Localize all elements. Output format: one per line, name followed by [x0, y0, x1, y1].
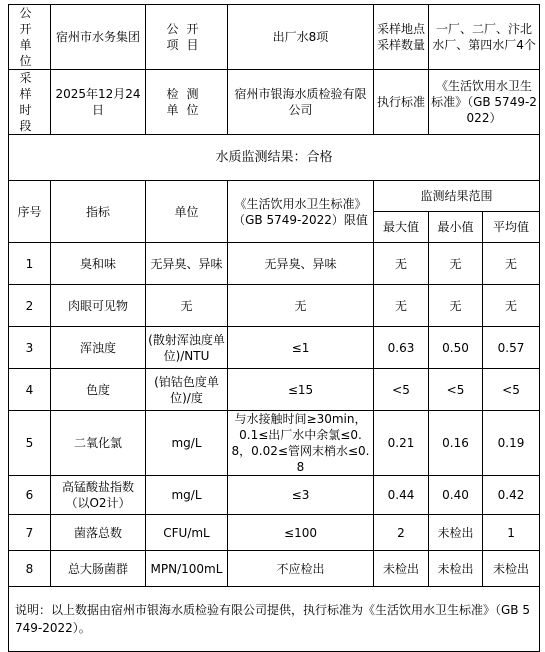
site-label-text: 采样地点 采样数量: [376, 22, 425, 52]
row-min: 无: [429, 243, 483, 285]
row-avg: 0.42: [483, 476, 540, 515]
status-row: [9, 135, 540, 181]
row-min: 未检出: [429, 551, 483, 587]
row-limit: ≤3: [228, 476, 374, 515]
col-min-header: 最小值: [429, 212, 483, 243]
row-avg: 0.57: [483, 327, 540, 369]
row-avg: 无: [483, 285, 540, 327]
row-index: 5: [9, 411, 51, 476]
row-unit: 无: [146, 285, 228, 327]
row-index: 4: [9, 369, 51, 411]
row-avg: 1: [483, 515, 540, 551]
note-row: [9, 587, 540, 652]
row-unit: (铂钴色度单位)/度: [146, 369, 228, 411]
table-row: [9, 476, 540, 515]
row-indicator: 肉眼可见物: [51, 285, 146, 327]
col-range-header: 监测结果范围: [374, 181, 540, 212]
header-row-2: [9, 70, 540, 135]
row-indicator: 二氧化氯: [51, 411, 146, 476]
row-indicator: 浑浊度: [51, 327, 146, 369]
row-limit: ≤100: [228, 515, 374, 551]
unit-value: 宿州市银海水质检验有限公司: [228, 70, 374, 135]
table-row: [9, 285, 540, 327]
row-indicator: 菌落总数: [51, 515, 146, 551]
row-min: 无: [429, 285, 483, 327]
row-unit: MPN/100mL: [146, 551, 228, 587]
row-max: 0.44: [374, 476, 429, 515]
row-unit: mg/L: [146, 476, 228, 515]
row-min: 0.16: [429, 411, 483, 476]
row-min: 未检出: [429, 515, 483, 551]
row-limit: 与水接触时间≥30min，0.1≤出厂水中余氯≤0.8，0.02≤管网末梢水≤0.8: [228, 411, 374, 476]
row-limit: ≤1: [228, 327, 374, 369]
row-index: 6: [9, 476, 51, 515]
unit-label: [146, 70, 228, 135]
col-max-header: 最大值: [374, 212, 429, 243]
row-max: 2: [374, 515, 429, 551]
row-min: 0.40: [429, 476, 483, 515]
row-max: 无: [374, 285, 429, 327]
standard-label: 执行标准: [374, 70, 429, 135]
table-row: [9, 551, 540, 587]
col-unit-header: 单位: [146, 181, 228, 243]
col-index-header: 序号: [9, 181, 51, 243]
row-limit: 无: [228, 285, 374, 327]
col-avg-header: 平均值: [483, 212, 540, 243]
row-min: <5: [429, 369, 483, 411]
period-label: [9, 70, 51, 135]
row-index: 8: [9, 551, 51, 587]
column-header-row-1: [9, 181, 540, 212]
item-label-text: 公开 项目: [166, 22, 207, 52]
row-avg: 无: [483, 243, 540, 285]
row-index: 3: [9, 327, 51, 369]
table-row: [9, 243, 540, 285]
site-value: 一厂、二厂、汴北水厂、第四水厂4个: [429, 5, 540, 70]
row-limit: ≤15: [228, 369, 374, 411]
row-indicator: 色度: [51, 369, 146, 411]
row-max: 0.63: [374, 327, 429, 369]
table-row: [9, 327, 540, 369]
row-indicator: 总大肠菌群: [51, 551, 146, 587]
status-text: 水质监测结果：合格: [9, 135, 540, 181]
row-limit: 不应检出: [228, 551, 374, 587]
row-max: 无: [374, 243, 429, 285]
row-unit: 无异臭、异味: [146, 243, 228, 285]
row-index: 2: [9, 285, 51, 327]
row-avg: <5: [483, 369, 540, 411]
water-quality-table: [8, 4, 540, 652]
row-min: 0.50: [429, 327, 483, 369]
row-indicator: 臭和味: [51, 243, 146, 285]
table-row: [9, 369, 540, 411]
item-value: 出厂水8项: [228, 5, 374, 70]
period-label-text: 采样 时段: [19, 71, 40, 133]
period-value: 2025年12月24日: [51, 70, 146, 135]
row-index: 7: [9, 515, 51, 551]
publisher-label: [9, 5, 51, 70]
header-row-1: [9, 5, 540, 70]
table-row: [9, 515, 540, 551]
row-max: 未检出: [374, 551, 429, 587]
row-unit: CFU/mL: [146, 515, 228, 551]
publisher-value: 宿州市水务集团: [51, 5, 146, 70]
col-limit-header: 《生活饮用水卫生标准》（GB 5749-2022）限值: [228, 181, 374, 243]
row-index: 1: [9, 243, 51, 285]
row-max: 0.21: [374, 411, 429, 476]
row-max: <5: [374, 369, 429, 411]
col-indicator-header: 指标: [51, 181, 146, 243]
row-unit: (散射浑浊度单位)/NTU: [146, 327, 228, 369]
note-text: 说明：以上数据由宿州市银海水质检验有限公司提供，执行标准为《生活饮用水卫生标准》（GB 5749-2022）。: [9, 587, 540, 652]
item-label: [146, 5, 228, 70]
table-row: [9, 411, 540, 476]
site-label: [374, 5, 429, 70]
row-avg: 未检出: [483, 551, 540, 587]
publisher-label-text: 公开 单位: [19, 6, 40, 68]
standard-value: 《生活饮用水卫生标准》（GB 5749-2022）: [429, 70, 540, 135]
row-limit: 无异臭、异味: [228, 243, 374, 285]
row-avg: 0.19: [483, 411, 540, 476]
row-unit: mg/L: [146, 411, 228, 476]
unit-label-text: 检测 单位: [166, 87, 207, 117]
row-indicator: 高锰酸盐指数（以O2计）: [51, 476, 146, 515]
